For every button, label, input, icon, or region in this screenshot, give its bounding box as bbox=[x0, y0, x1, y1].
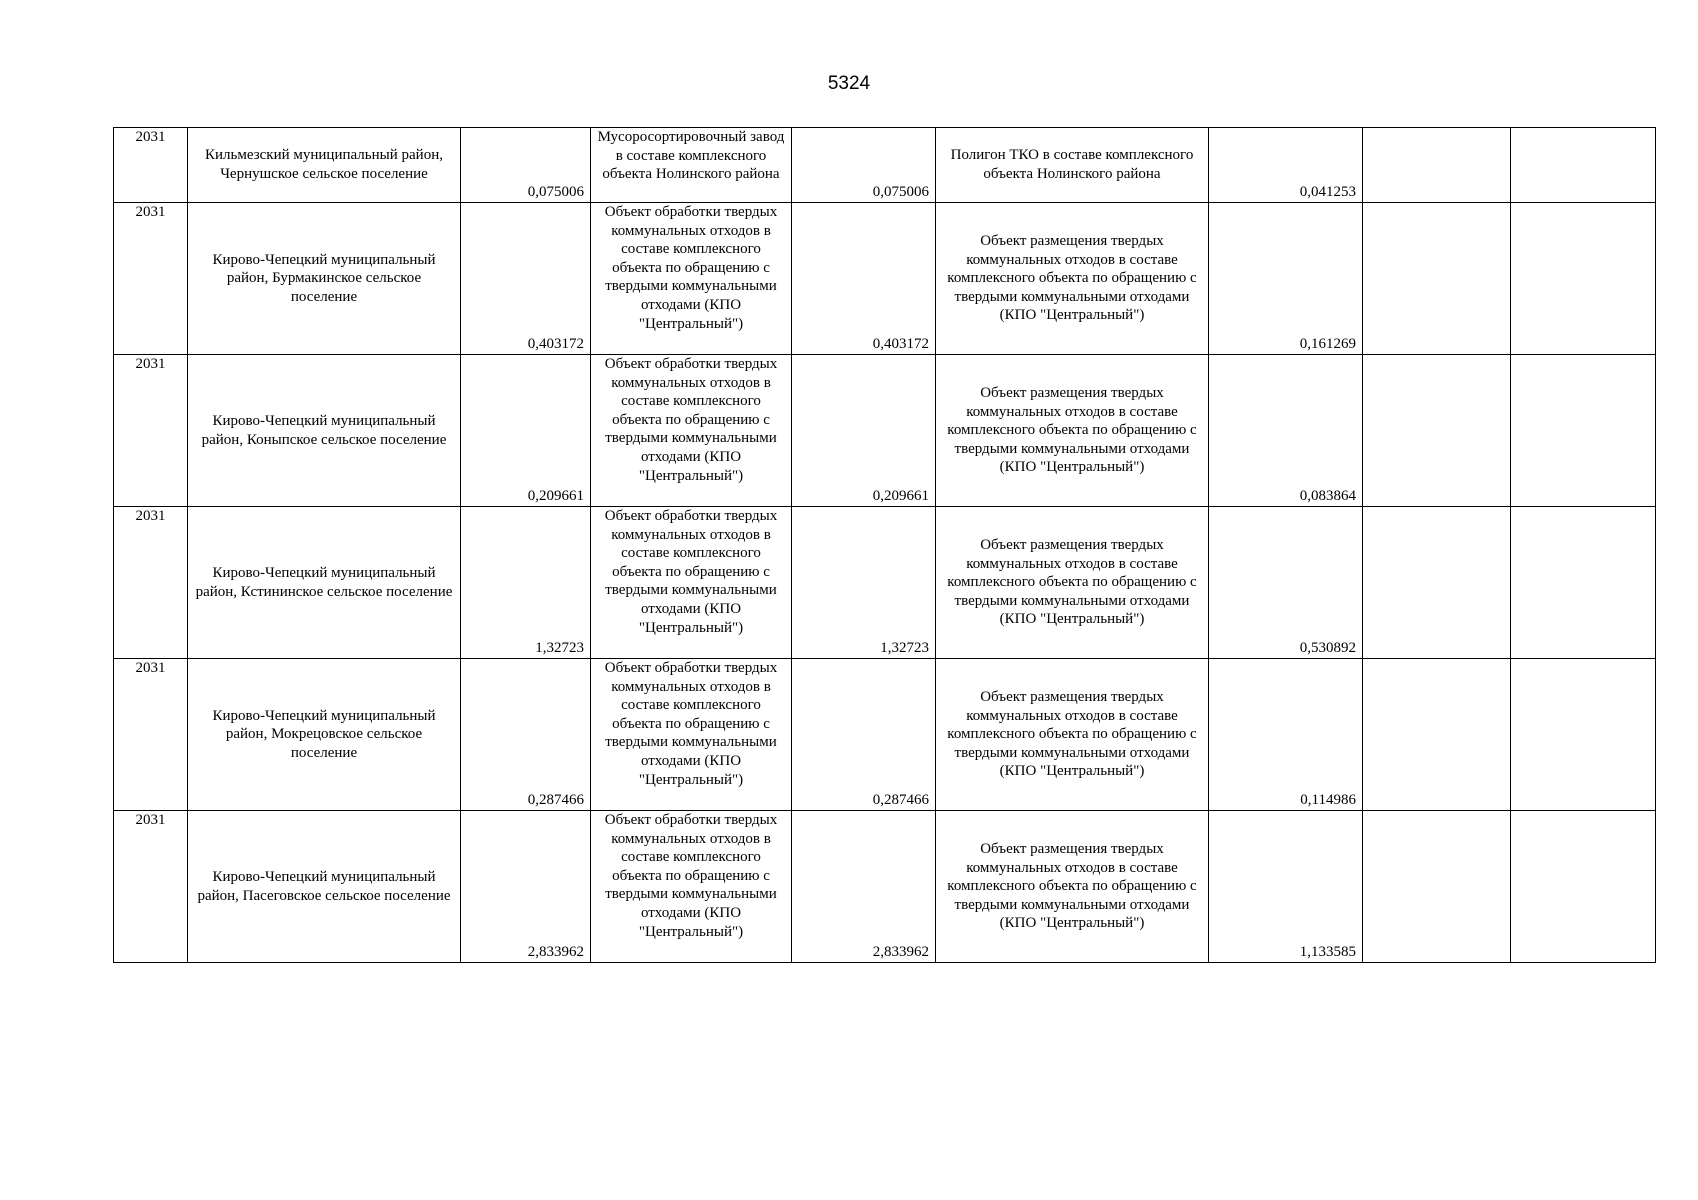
value-generated-cell: 0,209661 bbox=[461, 355, 591, 507]
sorting-facility-cell: Объект обработки твердых коммунальных отходов в составе комплексного объекта по обращению с твердыми коммунальными отходами (КПО "Центральный") bbox=[591, 507, 792, 659]
value-disposed-cell: 0,530892 bbox=[1209, 507, 1363, 659]
territory-cell: Кирово-Чепецкий муниципальный район, Пасеговское сельское поселение bbox=[188, 811, 461, 963]
disposal-facility-cell: Объект размещения твердых коммунальных отходов в составе комплексного объекта по обращению с твердыми коммунальными отходами (КПО "Центральный") bbox=[936, 659, 1209, 811]
year-cell: 2031 bbox=[114, 203, 188, 355]
sorting-facility-cell: Мусоросортировочный завод в составе комплексного объекта Нолинского района bbox=[591, 128, 792, 203]
empty-cell bbox=[1511, 128, 1656, 203]
year-cell: 2031 bbox=[114, 507, 188, 659]
value-generated-cell: 0,075006 bbox=[461, 128, 591, 203]
empty-cell bbox=[1363, 355, 1511, 507]
empty-cell bbox=[1511, 203, 1656, 355]
territory-cell: Кирово-Чепецкий муниципальный район, Кстининское сельское поселение bbox=[188, 507, 461, 659]
sorting-facility-cell: Объект обработки твердых коммунальных отходов в составе комплексного объекта по обращению с твердыми коммунальными отходами (КПО "Центральный") bbox=[591, 355, 792, 507]
table-row bbox=[114, 203, 1656, 355]
year-cell: 2031 bbox=[114, 659, 188, 811]
sorting-facility-cell: Объект обработки твердых коммунальных отходов в составе комплексного объекта по обращению с твердыми коммунальными отходами (КПО "Центральный") bbox=[591, 659, 792, 811]
value-generated-cell: 1,32723 bbox=[461, 507, 591, 659]
empty-cell bbox=[1363, 659, 1511, 811]
year-cell: 2031 bbox=[114, 355, 188, 507]
table-row bbox=[114, 355, 1656, 507]
data-table bbox=[113, 127, 1656, 963]
empty-cell bbox=[1511, 507, 1656, 659]
value-disposed-cell: 0,083864 bbox=[1209, 355, 1363, 507]
disposal-facility-cell: Объект размещения твердых коммунальных отходов в составе комплексного объекта по обращению с твердыми коммунальными отходами (КПО "Центральный") bbox=[936, 355, 1209, 507]
year-cell: 2031 bbox=[114, 128, 188, 203]
page-number: 5324 bbox=[827, 73, 871, 94]
table-row bbox=[114, 507, 1656, 659]
value-sorted-cell: 2,833962 bbox=[792, 811, 936, 963]
empty-cell bbox=[1363, 203, 1511, 355]
disposal-facility-cell: Объект размещения твердых коммунальных отходов в составе комплексного объекта по обращению с твердыми коммунальными отходами (КПО "Центральный") bbox=[936, 507, 1209, 659]
value-disposed-cell: 0,041253 bbox=[1209, 128, 1363, 203]
value-sorted-cell: 0,209661 bbox=[792, 355, 936, 507]
year-cell: 2031 bbox=[114, 811, 188, 963]
value-sorted-cell: 0,075006 bbox=[792, 128, 936, 203]
empty-cell bbox=[1511, 811, 1656, 963]
disposal-facility-cell: Полигон ТКО в составе комплексного объекта Нолинского района bbox=[936, 128, 1209, 203]
value-generated-cell: 0,287466 bbox=[461, 659, 591, 811]
territory-cell: Кирово-Чепецкий муниципальный район, Бурмакинское сельское поселение bbox=[188, 203, 461, 355]
sorting-facility-cell: Объект обработки твердых коммунальных отходов в составе комплексного объекта по обращению с твердыми коммунальными отходами (КПО "Центральный") bbox=[591, 811, 792, 963]
disposal-facility-cell: Объект размещения твердых коммунальных отходов в составе комплексного объекта по обращению с твердыми коммунальными отходами (КПО "Центральный") bbox=[936, 203, 1209, 355]
value-sorted-cell: 1,32723 bbox=[792, 507, 936, 659]
value-generated-cell: 0,403172 bbox=[461, 203, 591, 355]
empty-cell bbox=[1511, 659, 1656, 811]
territory-cell: Кирово-Чепецкий муниципальный район, Коныпское сельское поселение bbox=[188, 355, 461, 507]
value-generated-cell: 2,833962 bbox=[461, 811, 591, 963]
table-row bbox=[114, 659, 1656, 811]
empty-cell bbox=[1363, 507, 1511, 659]
territory-cell: Кильмезский муниципальный район, Чернушское сельское поселение bbox=[188, 128, 461, 203]
value-disposed-cell: 0,114986 bbox=[1209, 659, 1363, 811]
empty-cell bbox=[1511, 355, 1656, 507]
value-sorted-cell: 0,287466 bbox=[792, 659, 936, 811]
disposal-facility-cell: Объект размещения твердых коммунальных отходов в составе комплексного объекта по обращению с твердыми коммунальными отходами (КПО "Центральный") bbox=[936, 811, 1209, 963]
table-row bbox=[114, 128, 1656, 203]
table-row bbox=[114, 811, 1656, 963]
value-disposed-cell: 1,133585 bbox=[1209, 811, 1363, 963]
empty-cell bbox=[1363, 128, 1511, 203]
sorting-facility-cell: Объект обработки твердых коммунальных отходов в составе комплексного объекта по обращению с твердыми коммунальными отходами (КПО "Центральный") bbox=[591, 203, 792, 355]
value-sorted-cell: 0,403172 bbox=[792, 203, 936, 355]
territory-cell: Кирово-Чепецкий муниципальный район, Мокрецовское сельское поселение bbox=[188, 659, 461, 811]
empty-cell bbox=[1363, 811, 1511, 963]
value-disposed-cell: 0,161269 bbox=[1209, 203, 1363, 355]
